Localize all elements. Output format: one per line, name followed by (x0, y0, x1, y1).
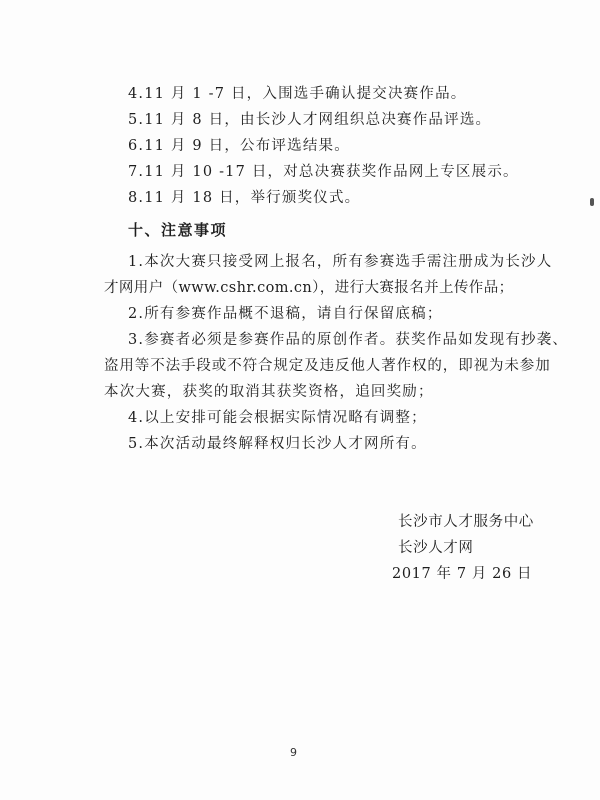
notice-line: 本次大赛，获奖的取消其获奖资格，追回奖励； (104, 384, 434, 400)
notice-line: 1.本次大赛只接受网上报名，所有参赛选手需注册成为长沙人 (128, 254, 553, 270)
notice-line: 4.以上安排可能会根据实际情况略有调整； (128, 410, 427, 426)
schedule-item: 5.11 月 8 日，由长沙人才网组织总决赛作品评选。 (128, 112, 492, 128)
section-heading: 十、注意事项 (128, 221, 228, 239)
notice-line: 才网用户（www.cshr.com.cn），进行大赛报名并上传作品； (104, 280, 514, 296)
notice-line: 2.所有参赛作品概不退稿，请自行保留底稿； (128, 306, 443, 322)
page-number: 9 (290, 746, 297, 759)
schedule-item: 7.11 月 10 -17 日，对总决赛获奖作品网上专区展示。 (128, 164, 519, 180)
notice-line: 5.本次活动最终解释权归长沙人才网所有。 (128, 436, 427, 452)
schedule-item: 6.11 月 9 日，公布评选结果。 (128, 138, 350, 154)
notice-line: 3.参赛者必须是参赛作品的原创作者。获奖作品如发现有抄袭、 (128, 332, 569, 348)
scan-mark (590, 198, 594, 206)
signature-date: 2017 年 7 月 26 日 (392, 566, 533, 582)
schedule-item: 8.11 月 18 日，举行颁奖仪式。 (128, 190, 361, 206)
notice-line: 盗用等不法手段或不符合规定及违反他人著作权的，即视为未参加 (104, 358, 551, 374)
signature-org: 长沙人才网 (398, 540, 474, 556)
schedule-item: 4.11 月 1 -7 日，入围选手确认提交决赛作品。 (128, 86, 467, 102)
signature-org: 长沙市人才服务中心 (398, 514, 534, 530)
